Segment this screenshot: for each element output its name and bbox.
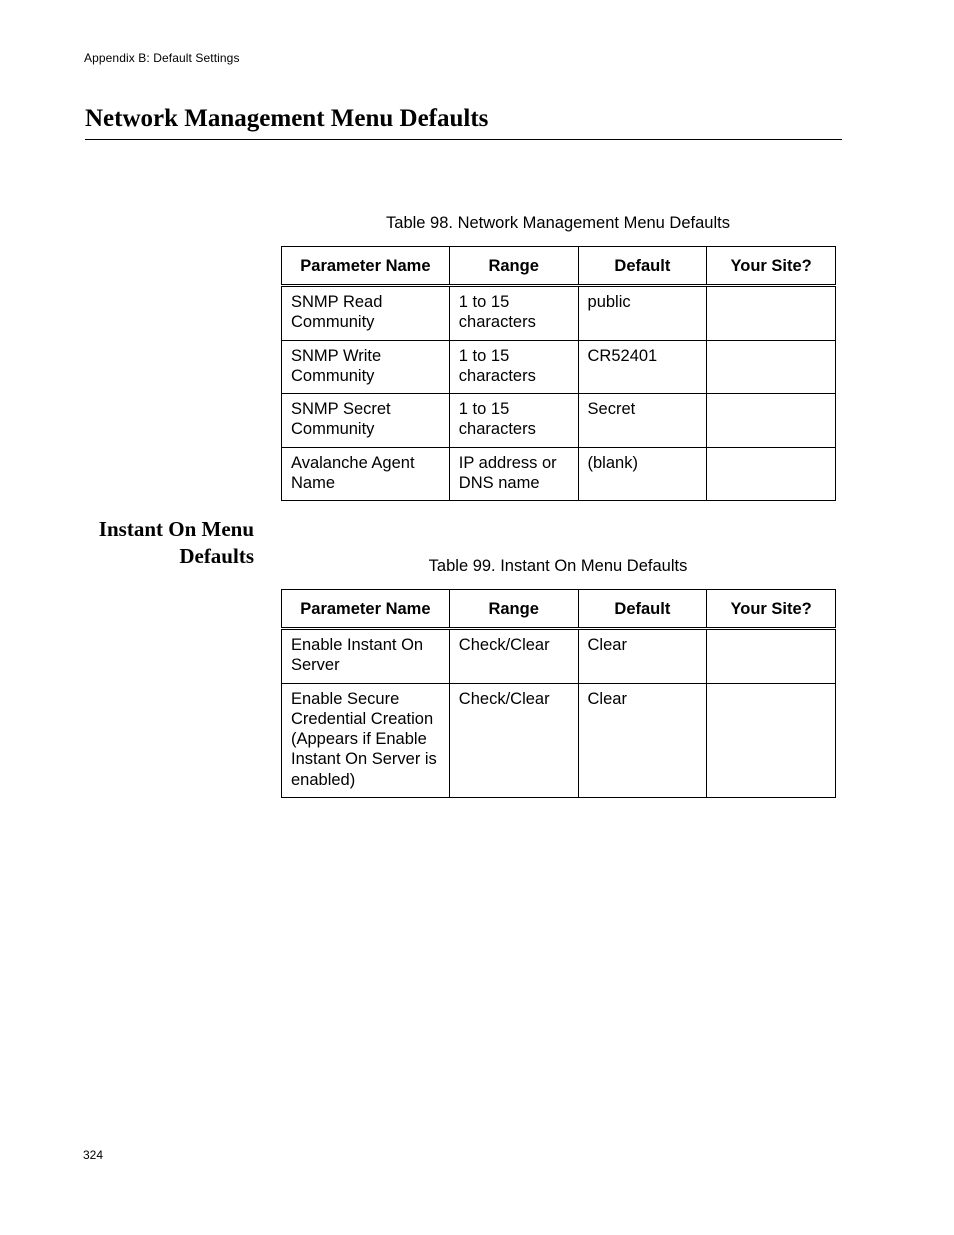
table-header-row <box>282 247 836 286</box>
cell-parameter-name: SNMP Secret Community <box>282 394 450 448</box>
cell-your-site <box>707 340 836 394</box>
cell-parameter-name: Avalanche Agent Name <box>282 447 450 501</box>
table-99-caption: Table 99. Instant On Menu Defaults <box>428 557 688 575</box>
table-row <box>282 447 836 501</box>
table-row <box>282 340 836 394</box>
column-header-default: Default <box>578 247 707 286</box>
cell-range: 1 to 15 characters <box>449 340 578 394</box>
table-row <box>282 629 836 684</box>
column-header-range: Range <box>449 247 578 286</box>
cell-range: IP address or DNS name <box>449 447 578 501</box>
cell-parameter-name: SNMP Read Community <box>282 286 450 341</box>
page-number: 324 <box>83 1148 104 1162</box>
section-heading-line-2: Defaults <box>179 544 254 568</box>
cell-your-site <box>707 683 836 797</box>
cell-your-site <box>707 447 836 501</box>
cell-range: 1 to 15 characters <box>449 394 578 448</box>
cell-default: public <box>578 286 707 341</box>
column-header-default: Default <box>578 590 707 629</box>
instant-on-defaults-table <box>281 589 836 798</box>
cell-your-site <box>707 286 836 341</box>
column-header-parameter-name: Parameter Name <box>282 247 450 286</box>
cell-range: Check/Clear <box>449 683 578 797</box>
page-title: Network Management Menu Defaults <box>85 105 489 132</box>
column-header-your-site: Your Site? <box>707 247 836 286</box>
table-row <box>282 394 836 448</box>
cell-range: Check/Clear <box>449 629 578 684</box>
column-header-range: Range <box>449 590 578 629</box>
section-heading-line-1: Instant On Menu <box>98 517 254 541</box>
table-row <box>282 286 836 341</box>
running-header: Appendix B: Default Settings <box>84 51 240 65</box>
table-98-caption: Table 98. Network Management Menu Defaults <box>386 214 730 232</box>
cell-default: (blank) <box>578 447 707 501</box>
table-header-row <box>282 590 836 629</box>
cell-default: Clear <box>578 683 707 797</box>
cell-parameter-name: SNMP Write Community <box>282 340 450 394</box>
cell-default: CR52401 <box>578 340 707 394</box>
table-row <box>282 683 836 797</box>
cell-parameter-name: Enable Secure Credential Creation (Appears if Enable Instant On Server is enabled) <box>282 683 450 797</box>
cell-parameter-name: Enable Instant On Server <box>282 629 450 684</box>
network-management-defaults-table <box>281 246 836 501</box>
cell-your-site <box>707 394 836 448</box>
cell-default: Clear <box>578 629 707 684</box>
column-header-parameter-name: Parameter Name <box>282 590 450 629</box>
cell-your-site <box>707 629 836 684</box>
cell-range: 1 to 15 characters <box>449 286 578 341</box>
column-header-your-site: Your Site? <box>707 590 836 629</box>
cell-default: Secret <box>578 394 707 448</box>
title-rule <box>85 139 842 140</box>
section-heading-instant-on <box>60 516 254 570</box>
